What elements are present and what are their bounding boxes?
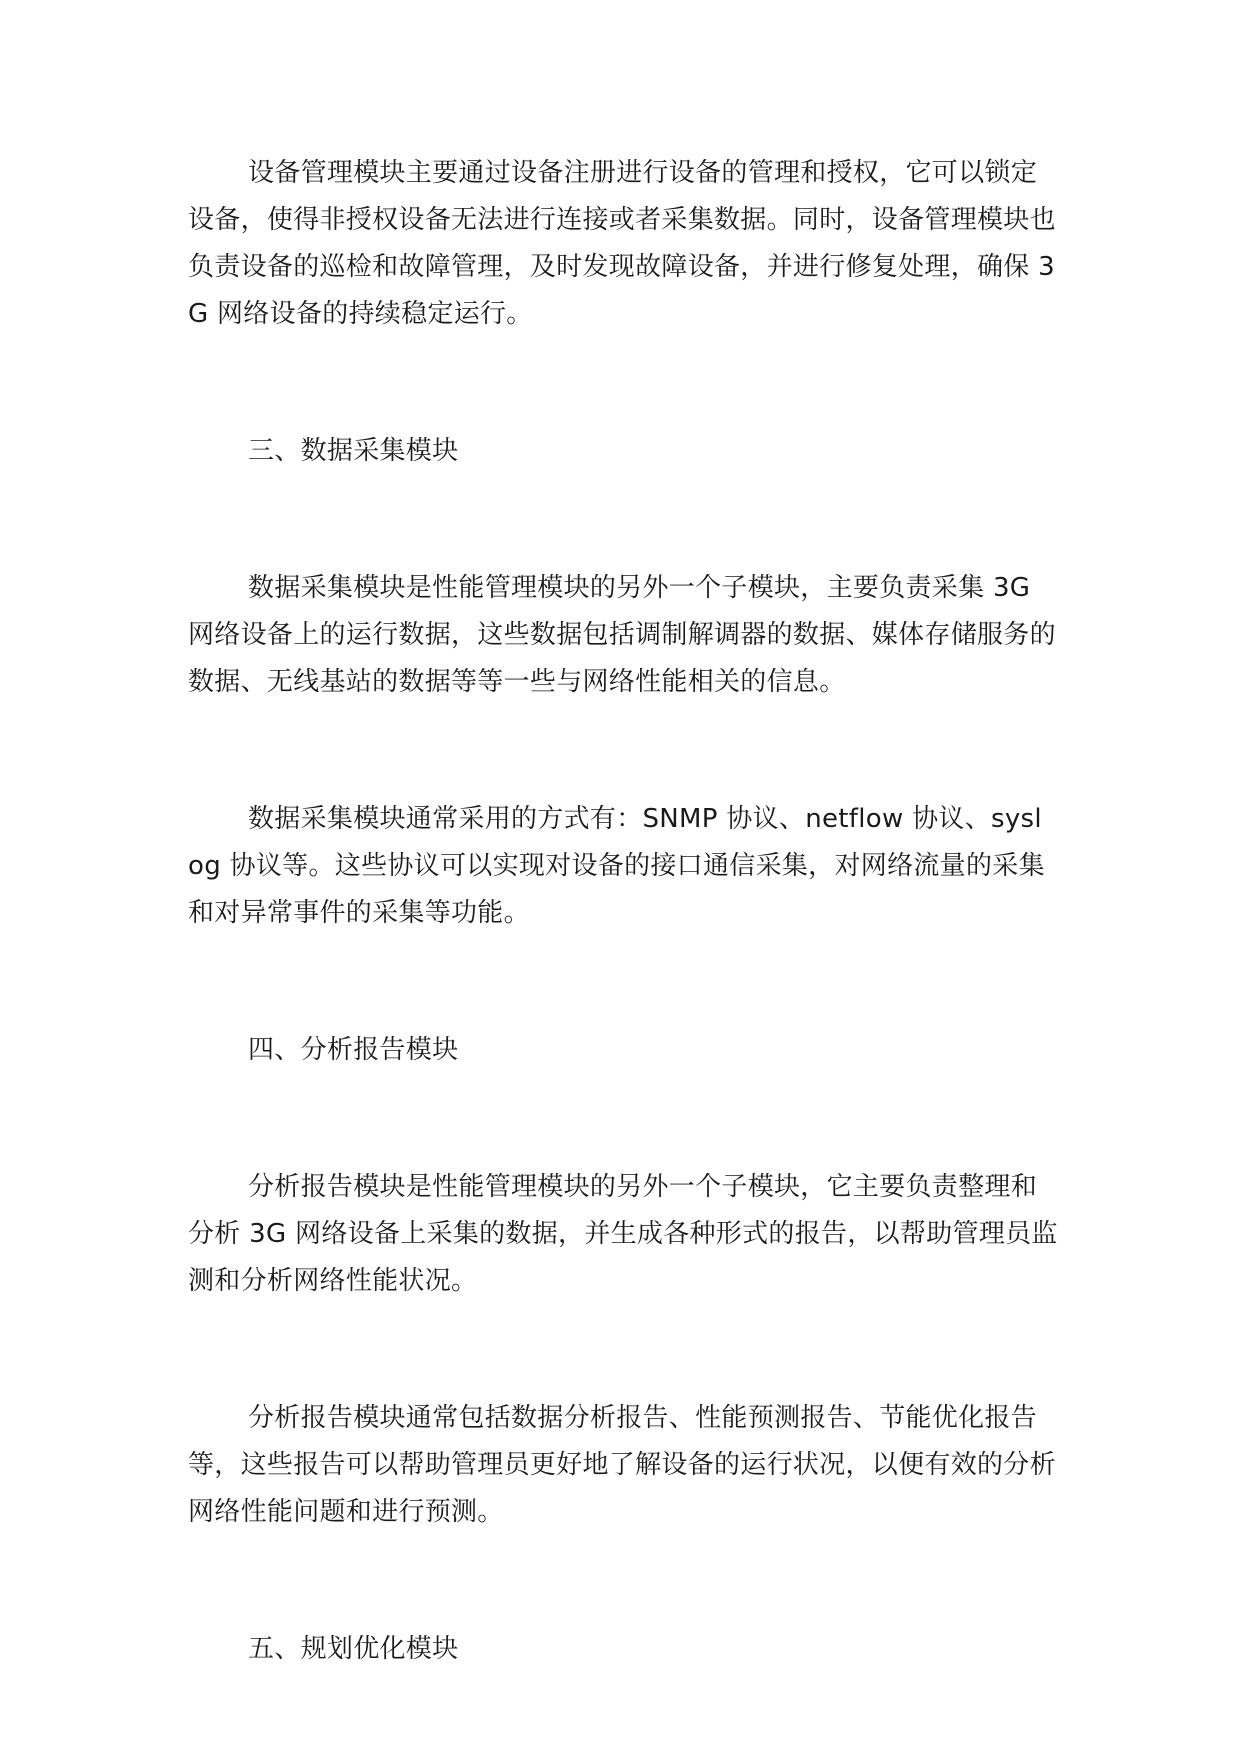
document-page [188, 150, 1058, 1673]
paragraph-data-collection-intro: 数据采集模块是性能管理模块的另外一个子模块，主要负责采集 3G 网络设备上的运行数据，这些数据包括调制解调器的数据、媒体存储服务的数据、无线基站的数据等等一些与网络性能相关的信息。 [188, 573, 1056, 697]
section-heading-analysis-report: 四、分析报告模块 [248, 1035, 459, 1065]
section-heading-data-collection: 三、数据采集模块 [248, 436, 459, 466]
section-heading-planning-optimization: 五、规划优化模块 [248, 1634, 459, 1664]
paragraph-analysis-report-types: 分析报告模块通常包括数据分析报告、性能预测报告、节能优化报告等，这些报告可以帮助管理员更好地了解设备的运行状况，以便有效的分析网络性能问题和进行预测。 [188, 1403, 1056, 1527]
paragraph-data-collection-methods: 数据采集模块通常采用的方式有：SNMP 协议、netflow 协议、syslog 协议等。这些协议可以实现对设备的接口通信采集，对网络流量的采集和对异常事件的采集等功能。 [188, 804, 1045, 928]
paragraph-device-management: 设备管理模块主要通过设备注册进行设备的管理和授权，它可以锁定设备，使得非授权设备无法进行连接或者采集数据。同时，设备管理模块也负责设备的巡检和故障管理，及时发现故障设备，并进行修复处理，确保 3G 网络设备的持续稳定运行。 [188, 158, 1056, 329]
paragraph-analysis-report-intro: 分析报告模块是性能管理模块的另外一个子模块，它主要负责整理和分析 3G 网络设备上采集的数据，并生成各种形式的报告，以帮助管理员监测和分析网络性能状况。 [188, 1172, 1058, 1296]
